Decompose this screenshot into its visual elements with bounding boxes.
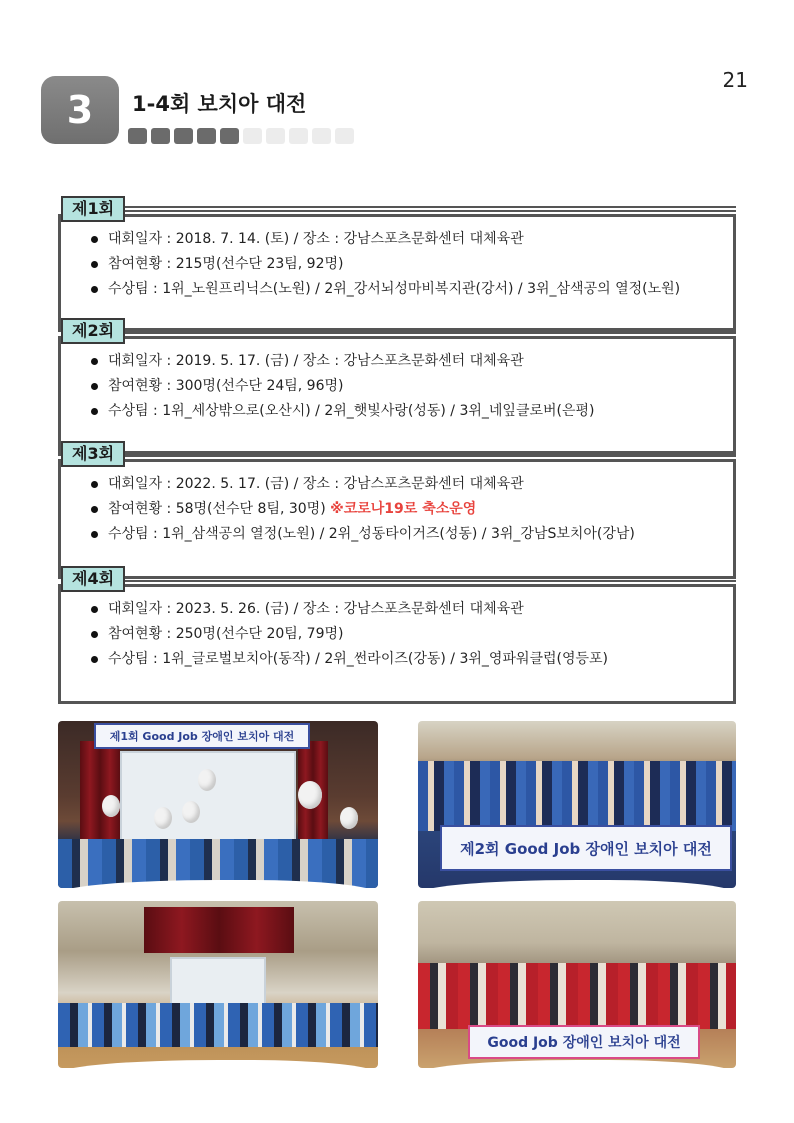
list-item: 수상팀 : 1위_노원프리닉스(노원) / 2위_강서뇌성마비복지관(강서) / 3위_삼색공의 열정(노원) (91, 277, 733, 302)
round-1-section (58, 196, 736, 332)
section-title: 1-4회 보치아 대전 (132, 92, 307, 116)
event-photo-1 (58, 721, 378, 888)
list-item: 참여현황 : 300명(선수단 24팀, 96명) (91, 374, 733, 399)
list-item: 대회일자 : 2022. 5. 17. (금) / 장소 : 강남스포츠문화센터 대체육관 (91, 472, 733, 497)
list-item: 수상팀 : 1위_세상밖으로(오산시) / 2위_햇빛사랑(성동) / 3위_네잎클로버(은평) (91, 399, 733, 424)
event-photo-2 (418, 721, 736, 888)
round-4-section (58, 566, 736, 706)
round-details-box (58, 336, 736, 456)
event-photo-3 (58, 901, 378, 1068)
list-item: 참여현황 : 250명(선수단 20팀, 79명) (91, 622, 733, 647)
round-label: 제1회 (61, 196, 125, 222)
list-item: 대회일자 : 2019. 5. 17. (금) / 장소 : 강남스포츠문화센터 대체육관 (91, 349, 733, 374)
event-banner: 제1회 Good Job 장애인 보치아 대전 (94, 723, 310, 749)
round-label: 제2회 (61, 318, 125, 344)
event-banner: Good Job 장애인 보치아 대전 (468, 1025, 700, 1059)
list-item: 참여현황 : 58명(선수단 8팀, 30명) ※코로나19로 축소운영 (91, 497, 733, 522)
list-item: 대회일자 : 2023. 5. 26. (금) / 장소 : 강남스포츠문화센터 대체육관 (91, 597, 733, 622)
covid-note: ※코로나19로 축소운영 (330, 501, 477, 517)
event-banner: 제2회 Good Job 장애인 보치아 대전 (440, 825, 732, 871)
round-details-box (58, 459, 736, 579)
round-2-section (58, 318, 736, 456)
list-item: 수상팀 : 1위_삼색공의 열정(노원) / 2위_성동타이거즈(성동) / 3위_강남S보치아(강남) (91, 522, 733, 547)
event-photo-4 (418, 901, 736, 1068)
list-item: 참여현황 : 215명(선수단 23팀, 92명) (91, 252, 733, 277)
page-number: 21 (722, 68, 748, 92)
round-3-section (58, 441, 736, 579)
round-label: 제3회 (61, 441, 125, 467)
section-number-badge: 3 (41, 76, 119, 144)
list-item: 대회일자 : 2018. 7. 14. (토) / 장소 : 강남스포츠문화센터 대체육관 (91, 227, 733, 252)
round-details-box (58, 214, 736, 332)
section-progress-bar (128, 128, 354, 144)
round-details-box (58, 584, 736, 704)
round-label: 제4회 (61, 566, 125, 592)
list-item: 수상팀 : 1위_글로벌보치아(동작) / 2위_썬라이즈(강동) / 3위_영파워클럽(영등포) (91, 647, 733, 672)
